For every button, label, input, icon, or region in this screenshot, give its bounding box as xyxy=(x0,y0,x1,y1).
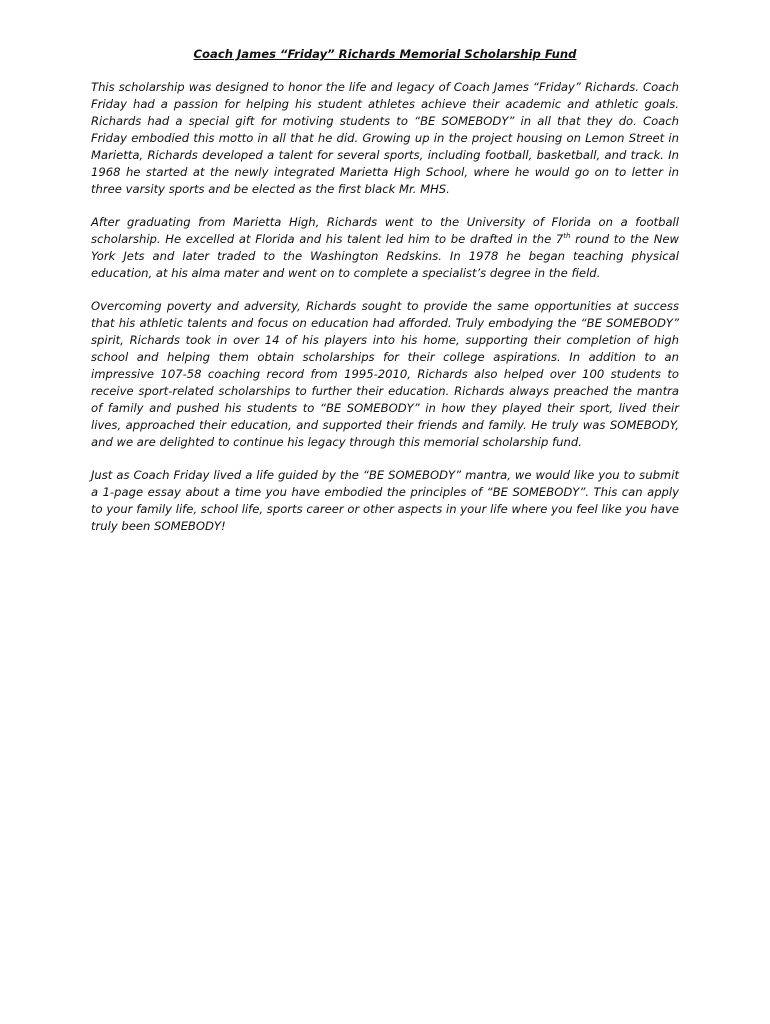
paragraph-career xyxy=(91,214,679,282)
document-title: Coach James “Friday” Richards Memorial Scholarship Fund xyxy=(193,47,577,61)
paragraph-career-text-before: After graduating from Marietta High, Richards went to the University of Florida on a football scholarship. He excelled at Florida and his talent led him to be drafted in the 7 xyxy=(91,215,679,246)
paragraph-essay-prompt: Just as Coach Friday lived a life guided by the “BE SOMEBODY” mantra, we would like you to submit a 1-page essay about a time you have embodied the principles of “BE SOMEBODY”. This can apply to your family life, school life, sports career or other aspects in your life where you feel like you have truly been SOMEBODY! xyxy=(91,468,679,533)
document-body xyxy=(91,46,679,551)
paragraph-legacy: Overcoming poverty and adversity, Richards sought to provide the same opportunities at success that his athletic talents and focus on education had afforded. Truly embodying the “BE SOMEBODY” spirit, Richards took in over 14 of his players into his home, supporting their completion of high school and helping them obtain scholarships for their college aspirations. In addition to an impressive 107-58 coaching record from 1995-2010, Richards also helped over 100 students to receive sport-related scholarships to further their education. Richards always preached the mantra of family and pushed his students to “BE SOMEBODY” in how they played their sport, lived their lives, approached their education, and supported their friends and family. He truly was SOMEBODY, and we are delighted to continue his legacy through this memorial scholarship fund. xyxy=(91,299,679,449)
ordinal-suffix: th xyxy=(563,232,571,241)
paragraph-intro: This scholarship was designed to honor the life and legacy of Coach James “Friday” Richards. Coach Friday had a passion for helping his student athletes achieve their academic and athletic goals. Richards had a special gift for motiving students to “BE SOMEBODY” in all that they do. Coach Friday embodied this motto in all that he did. Growing up in the project housing on Lemon Street in Marietta, Richards developed a talent for several sports, including football, basketball, and track. In 1968 he started at the newly integrated Marietta High School, where he would go on to letter in three varsity sports and be elected as the first black Mr. MHS. xyxy=(91,80,679,196)
paragraph-career-text-after: round to the New York Jets and later traded to the Washington Redskins. In 1978 he began teaching physical education, at his alma mater and went on to complete a specialist’s degree in the field. xyxy=(91,232,679,280)
